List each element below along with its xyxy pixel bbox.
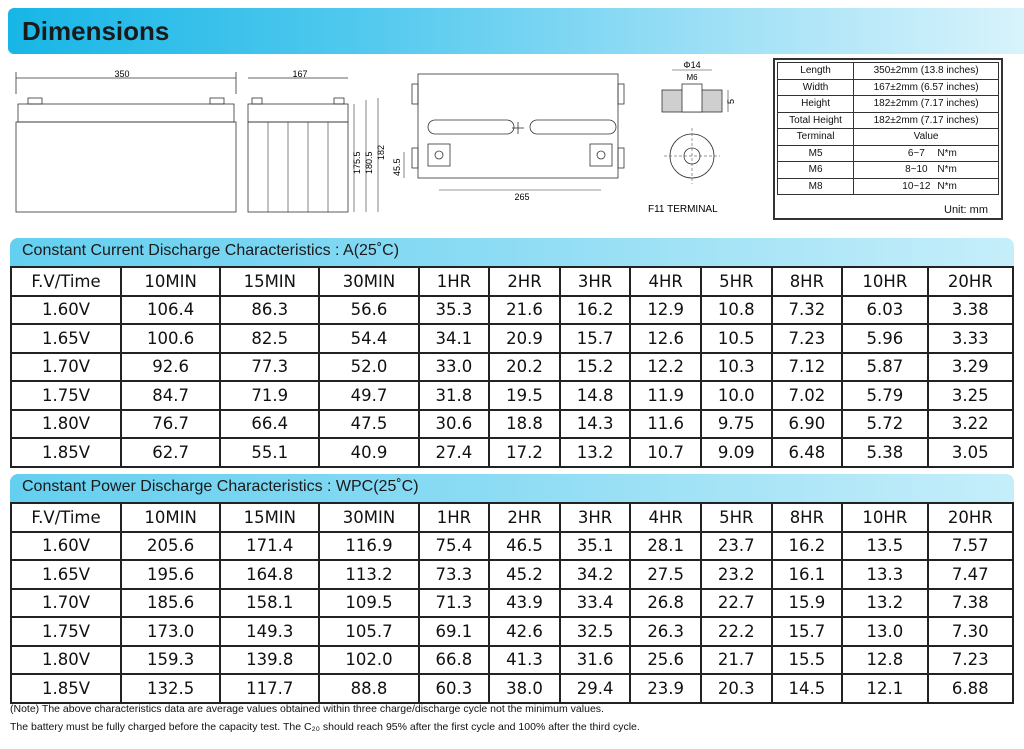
spec-row (778, 79, 999, 96)
value-cell: 28.1 (630, 532, 701, 561)
column-header: 20HR (928, 267, 1013, 296)
value-cell: 16.2 (560, 296, 631, 325)
power-discharge-table (10, 502, 1014, 704)
value-cell: 109.5 (319, 589, 418, 618)
column-header: 1HR (419, 267, 490, 296)
value-cell: 38.0 (489, 674, 560, 703)
spec-value: 167±2mm (6.57 inches) (854, 79, 999, 96)
table-row (11, 646, 1013, 675)
value-cell: 33.0 (419, 353, 490, 382)
value-cell: 5.38 (842, 438, 927, 467)
value-cell: 13.5 (842, 532, 927, 561)
current-section-header (10, 238, 1014, 266)
note-line-2: The battery must be fully charged before the capacity test. The C₂₀ should reach 95% after the first cycle and 100% after the third cycle. (10, 721, 640, 733)
value-cell: 43.9 (489, 589, 560, 618)
value-cell: 34.2 (560, 560, 631, 589)
value-cell: 30.6 (419, 410, 490, 439)
value-cell: 113.2 (319, 560, 418, 589)
value-cell: 15.2 (560, 353, 631, 382)
value-cell: 3.22 (928, 410, 1013, 439)
spec-label: Width (778, 79, 854, 96)
table-row (11, 560, 1013, 589)
torque-value (854, 162, 999, 179)
dimensions-header (8, 8, 1024, 54)
table-header-row (11, 267, 1013, 296)
value-cell: 7.57 (928, 532, 1013, 561)
column-header: 2HR (489, 503, 560, 532)
value-cell: 117.7 (220, 674, 319, 703)
value-cell: 173.0 (121, 617, 220, 646)
voltage-cell: 1.80V (11, 410, 121, 439)
value-cell: 159.3 (121, 646, 220, 675)
value-cell: 29.4 (560, 674, 631, 703)
column-header: 30MIN (319, 503, 418, 532)
value-cell: 3.33 (928, 324, 1013, 353)
value-cell: 26.3 (630, 617, 701, 646)
table-row (11, 617, 1013, 646)
voltage-cell: 1.60V (11, 532, 121, 561)
column-header: 15MIN (220, 503, 319, 532)
value-cell: 5.79 (842, 381, 927, 410)
top-width-label: 265 (514, 192, 530, 202)
spec-table (777, 62, 999, 195)
value-cell: 33.4 (560, 589, 631, 618)
spec-label: Length (778, 63, 854, 80)
value-cell: 12.2 (630, 353, 701, 382)
terminal-row (778, 145, 999, 162)
terminal-caption: F11 TERMINAL (648, 204, 718, 215)
note-line-1: (Note) The above characteristics data are average values obtained within three charge/discharge cycle not the minimum values. (10, 703, 604, 715)
value-cell: 15.7 (560, 324, 631, 353)
value-cell: 9.09 (701, 438, 772, 467)
front-width-label: 350 (114, 69, 130, 79)
value-cell: 3.38 (928, 296, 1013, 325)
value-cell: 26.8 (630, 589, 701, 618)
value-cell: 10.0 (701, 381, 772, 410)
value-cell: 35.1 (560, 532, 631, 561)
terminal-row (778, 162, 999, 179)
value-cell: 11.6 (630, 410, 701, 439)
column-header: 8HR (772, 267, 843, 296)
value-cell: 100.6 (121, 324, 220, 353)
value-cell: 106.4 (121, 296, 220, 325)
value-cell: 54.4 (319, 324, 418, 353)
value-cell: 55.1 (220, 438, 319, 467)
value-cell: 9.75 (701, 410, 772, 439)
value-cell: 16.2 (772, 532, 843, 561)
value-cell: 7.23 (772, 324, 843, 353)
value-cell: 86.3 (220, 296, 319, 325)
value-cell: 62.7 (121, 438, 220, 467)
terminal-size: M5 (778, 145, 854, 162)
front-view-drawing (10, 64, 240, 220)
value-cell: 92.6 (121, 353, 220, 382)
value-cell: 11.9 (630, 381, 701, 410)
value-cell: 5.72 (842, 410, 927, 439)
spec-value: 350±2mm (13.8 inches) (854, 63, 999, 80)
value-cell: 21.6 (489, 296, 560, 325)
terminal-row (778, 178, 999, 195)
value-cell: 5.96 (842, 324, 927, 353)
value-cell: 7.23 (928, 646, 1013, 675)
value-cell: 35.3 (419, 296, 490, 325)
voltage-cell: 1.70V (11, 589, 121, 618)
value-cell: 13.2 (842, 589, 927, 618)
power-section-title: Constant Power Discharge Characteristics : WPC(25˚C) (22, 478, 419, 495)
value-cell: 12.6 (630, 324, 701, 353)
column-header: F.V/Time (11, 503, 121, 532)
column-header: 5HR (701, 267, 772, 296)
column-header: 10HR (842, 503, 927, 532)
terminal-header-cell: Terminal (778, 129, 854, 146)
value-cell: 25.6 (630, 646, 701, 675)
voltage-cell: 1.75V (11, 381, 121, 410)
value-cell: 20.2 (489, 353, 560, 382)
table-row (11, 324, 1013, 353)
value-cell: 195.6 (121, 560, 220, 589)
value-cell: 6.03 (842, 296, 927, 325)
value-cell: 56.6 (319, 296, 418, 325)
value-cell: 12.9 (630, 296, 701, 325)
column-header: F.V/Time (11, 267, 121, 296)
table-row (11, 589, 1013, 618)
torque-value (854, 178, 999, 195)
value-cell: 17.2 (489, 438, 560, 467)
value-cell: 102.0 (319, 646, 418, 675)
value-cell: 14.3 (560, 410, 631, 439)
value-cell: 15.5 (772, 646, 843, 675)
value-cell: 71.3 (419, 589, 490, 618)
value-cell: 13.3 (842, 560, 927, 589)
value-cell: 7.30 (928, 617, 1013, 646)
voltage-cell: 1.65V (11, 560, 121, 589)
column-header: 30MIN (319, 267, 418, 296)
voltage-cell: 1.65V (11, 324, 121, 353)
value-cell: 7.32 (772, 296, 843, 325)
value-cell: 16.1 (772, 560, 843, 589)
value-cell: 7.12 (772, 353, 843, 382)
value-cell: 105.7 (319, 617, 418, 646)
top-height-label: 45.5 (392, 158, 402, 176)
value-cell: 47.5 (319, 410, 418, 439)
value-cell: 13.0 (842, 617, 927, 646)
value-cell: 23.7 (701, 532, 772, 561)
terminal-size: M6 (778, 162, 854, 179)
value-cell: 7.47 (928, 560, 1013, 589)
unit-label: Unit: mm (944, 204, 988, 216)
current-discharge-table (10, 266, 1014, 468)
torque-range: 8~10 (905, 164, 928, 176)
value-cell: 49.7 (319, 381, 418, 410)
torque-unit: N*m (937, 180, 957, 192)
table-row (11, 438, 1013, 467)
value-cell: 66.8 (419, 646, 490, 675)
value-cell: 77.3 (220, 353, 319, 382)
value-cell: 21.7 (701, 646, 772, 675)
torque-range: 10~12 (902, 180, 931, 192)
current-section-title: Constant Current Discharge Characteristics : A(25˚C) (22, 242, 400, 259)
value-cell: 185.6 (121, 589, 220, 618)
power-section-header (10, 474, 1014, 502)
torque-unit: N*m (937, 147, 957, 159)
value-cell: 158.1 (220, 589, 319, 618)
value-cell: 75.4 (419, 532, 490, 561)
value-cell: 73.3 (419, 560, 490, 589)
value-cell: 164.8 (220, 560, 319, 589)
value-cell: 22.2 (701, 617, 772, 646)
value-cell: 3.05 (928, 438, 1013, 467)
spec-row (778, 63, 999, 80)
column-header: 4HR (630, 267, 701, 296)
voltage-cell: 1.85V (11, 438, 121, 467)
value-cell: 12.8 (842, 646, 927, 675)
value-cell: 10.5 (701, 324, 772, 353)
value-cell: 10.7 (630, 438, 701, 467)
value-cell: 60.3 (419, 674, 490, 703)
value-cell: 171.4 (220, 532, 319, 561)
value-cell: 34.1 (419, 324, 490, 353)
column-header: 5HR (701, 503, 772, 532)
table-row (11, 410, 1013, 439)
value-cell: 27.5 (630, 560, 701, 589)
side-width-label: 167 (292, 69, 308, 79)
value-cell: 10.3 (701, 353, 772, 382)
terminal-header-cell: Value (854, 129, 999, 146)
column-header: 1HR (419, 503, 490, 532)
value-cell: 88.8 (319, 674, 418, 703)
value-cell: 76.7 (121, 410, 220, 439)
voltage-cell: 1.70V (11, 353, 121, 382)
column-header: 2HR (489, 267, 560, 296)
table-row (11, 353, 1013, 382)
value-cell: 15.9 (772, 589, 843, 618)
value-cell: 27.4 (419, 438, 490, 467)
table-header-row (11, 503, 1013, 532)
value-cell: 19.5 (489, 381, 560, 410)
column-header: 4HR (630, 503, 701, 532)
spec-value: 182±2mm (7.17 inches) (854, 112, 999, 129)
terminal-size: M8 (778, 178, 854, 195)
table-row (11, 381, 1013, 410)
side-height-3-label: 182 (376, 144, 386, 160)
voltage-cell: 1.85V (11, 674, 121, 703)
value-cell: 15.7 (772, 617, 843, 646)
value-cell: 82.5 (220, 324, 319, 353)
terminal-diameter-label: Φ14 (683, 60, 701, 70)
table-row (11, 532, 1013, 561)
value-cell: 52.0 (319, 353, 418, 382)
column-header: 20HR (928, 503, 1013, 532)
table-row (11, 674, 1013, 703)
value-cell: 46.5 (489, 532, 560, 561)
value-cell: 13.2 (560, 438, 631, 467)
value-cell: 22.7 (701, 589, 772, 618)
value-cell: 66.4 (220, 410, 319, 439)
terminal-depth-label: 5 (726, 98, 736, 104)
value-cell: 6.90 (772, 410, 843, 439)
column-header: 15MIN (220, 267, 319, 296)
value-cell: 6.88 (928, 674, 1013, 703)
value-cell: 41.3 (489, 646, 560, 675)
spec-label: Total Height (778, 112, 854, 129)
column-header: 8HR (772, 503, 843, 532)
terminal-drawing (648, 60, 758, 220)
value-cell: 5.87 (842, 353, 927, 382)
value-cell: 149.3 (220, 617, 319, 646)
top-view-drawing (394, 64, 644, 220)
value-cell: 69.1 (419, 617, 490, 646)
value-cell: 23.2 (701, 560, 772, 589)
column-header: 10MIN (121, 503, 220, 532)
value-cell: 132.5 (121, 674, 220, 703)
value-cell: 3.25 (928, 381, 1013, 410)
voltage-cell: 1.75V (11, 617, 121, 646)
torque-unit: N*m (937, 164, 957, 176)
value-cell: 40.9 (319, 438, 418, 467)
value-cell: 7.38 (928, 589, 1013, 618)
value-cell: 139.8 (220, 646, 319, 675)
value-cell: 31.6 (560, 646, 631, 675)
value-cell: 3.29 (928, 353, 1013, 382)
side-height-1-label: 175.5 (352, 151, 362, 174)
column-header: 10MIN (121, 267, 220, 296)
value-cell: 116.9 (319, 532, 418, 561)
value-cell: 42.6 (489, 617, 560, 646)
voltage-cell: 1.80V (11, 646, 121, 675)
spec-label: Height (778, 96, 854, 113)
value-cell: 18.8 (489, 410, 560, 439)
value-cell: 10.8 (701, 296, 772, 325)
spec-value: 182±2mm (7.17 inches) (854, 96, 999, 113)
table-row (11, 296, 1013, 325)
value-cell: 71.9 (220, 381, 319, 410)
column-header: 3HR (560, 503, 631, 532)
value-cell: 45.2 (489, 560, 560, 589)
spec-row (778, 112, 999, 129)
voltage-cell: 1.60V (11, 296, 121, 325)
value-cell: 84.7 (121, 381, 220, 410)
page-title: Dimensions (22, 16, 170, 46)
terminal-header-row (778, 129, 999, 146)
value-cell: 6.48 (772, 438, 843, 467)
side-view-drawing (244, 64, 394, 220)
spec-row (778, 96, 999, 113)
value-cell: 20.9 (489, 324, 560, 353)
value-cell: 23.9 (630, 674, 701, 703)
value-cell: 205.6 (121, 532, 220, 561)
terminal-thread-label: M6 (686, 73, 698, 82)
torque-value (854, 145, 999, 162)
value-cell: 32.5 (560, 617, 631, 646)
column-header: 3HR (560, 267, 631, 296)
value-cell: 14.8 (560, 381, 631, 410)
value-cell: 20.3 (701, 674, 772, 703)
torque-range: 6~7 (907, 147, 925, 159)
value-cell: 31.8 (419, 381, 490, 410)
side-height-2-label: 180.5 (364, 151, 374, 174)
value-cell: 7.02 (772, 381, 843, 410)
column-header: 10HR (842, 267, 927, 296)
value-cell: 12.1 (842, 674, 927, 703)
value-cell: 14.5 (772, 674, 843, 703)
